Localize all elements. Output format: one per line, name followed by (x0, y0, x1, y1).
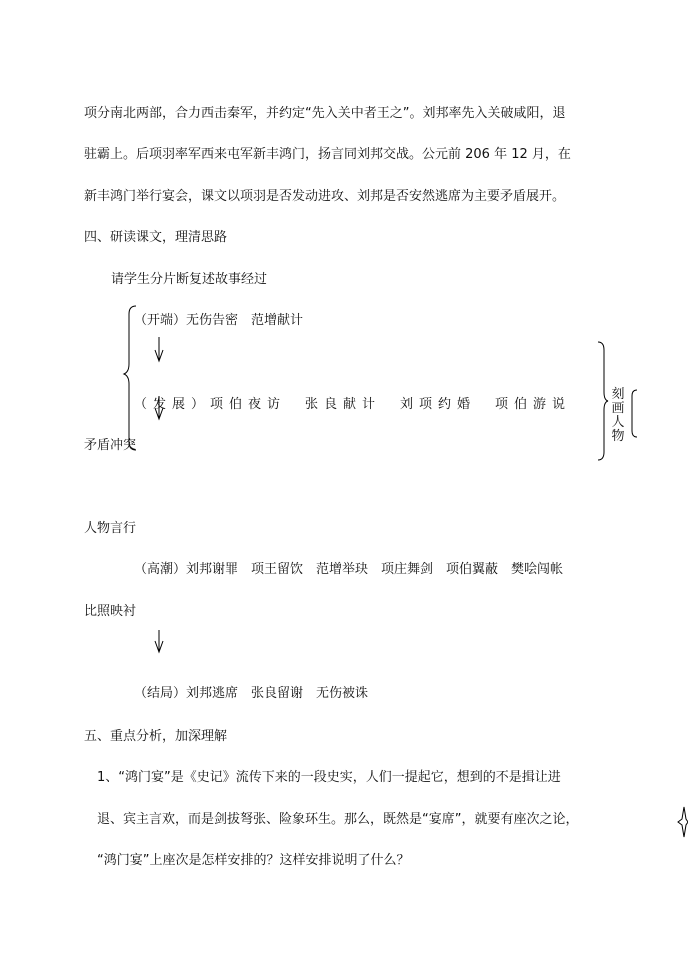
down-arrow-icon (155, 630, 163, 652)
right-brace (598, 342, 608, 460)
contrast-label: 比照映衬 (84, 604, 137, 619)
down-arrow-icon (155, 396, 163, 419)
star-icon (678, 807, 688, 837)
question-1-line-3: “鸿门宴”上座次是怎样安排的？这样安排说明了什么？ (97, 853, 410, 868)
question-1-line-1: 1、“鸿门宴”是《史记》流传下来的一段史实，人们一提起它，想到的不是揖让进 (97, 770, 561, 785)
plot-climax: （高潮）刘邦谢罪 项王留饮 范增举玦 项庄舞剑 项伯翼蔽 樊哙闯帐 (134, 562, 564, 577)
side-label-vertical: 刻画人物 (611, 387, 625, 444)
conflict-label: 矛盾冲突 (84, 438, 137, 453)
paragraph-line-2: 驻霸上。后项羽率军西来屯军新丰鸿门，扬言同刘邦交战。公元前 206 年 12 月，在 (84, 147, 571, 162)
small-bracket (632, 390, 637, 437)
paragraph-line-3: 新丰鸿门举行宴会，课文以项羽是否发动进攻、刘邦是否安然逃席为主要矛盾展开。 (84, 189, 566, 204)
plot-development: （发展）项伯夜访 张良献计 刘项约婚 项伯游说 (134, 397, 572, 412)
plot-ending: （结局）刘邦逃席 张良留谢 无伤被诛 (134, 686, 369, 701)
section-5-heading: 五、重点分析，加深理解 (84, 729, 228, 744)
people-label: 人物言行 (84, 521, 137, 536)
left-brace (124, 306, 136, 450)
down-arrow-icon (155, 337, 163, 361)
section-4-heading: 四、研读课文，理清思路 (84, 230, 228, 245)
section-4-instruction: 请学生分片断复述故事经过 (111, 272, 268, 287)
plot-opening: （开端）无伤告密 范增献计 (134, 313, 304, 328)
paragraph-line-1: 项分南北两部，合力西击秦军，并约定“先入关中者王之”。刘邦率先入关破咸阳，退 (84, 106, 566, 121)
question-1-line-2: 退、宾主言欢，而是剑拔弩张、险象环生。那么，既然是“宴席”，就要有座次之论， (97, 812, 579, 827)
